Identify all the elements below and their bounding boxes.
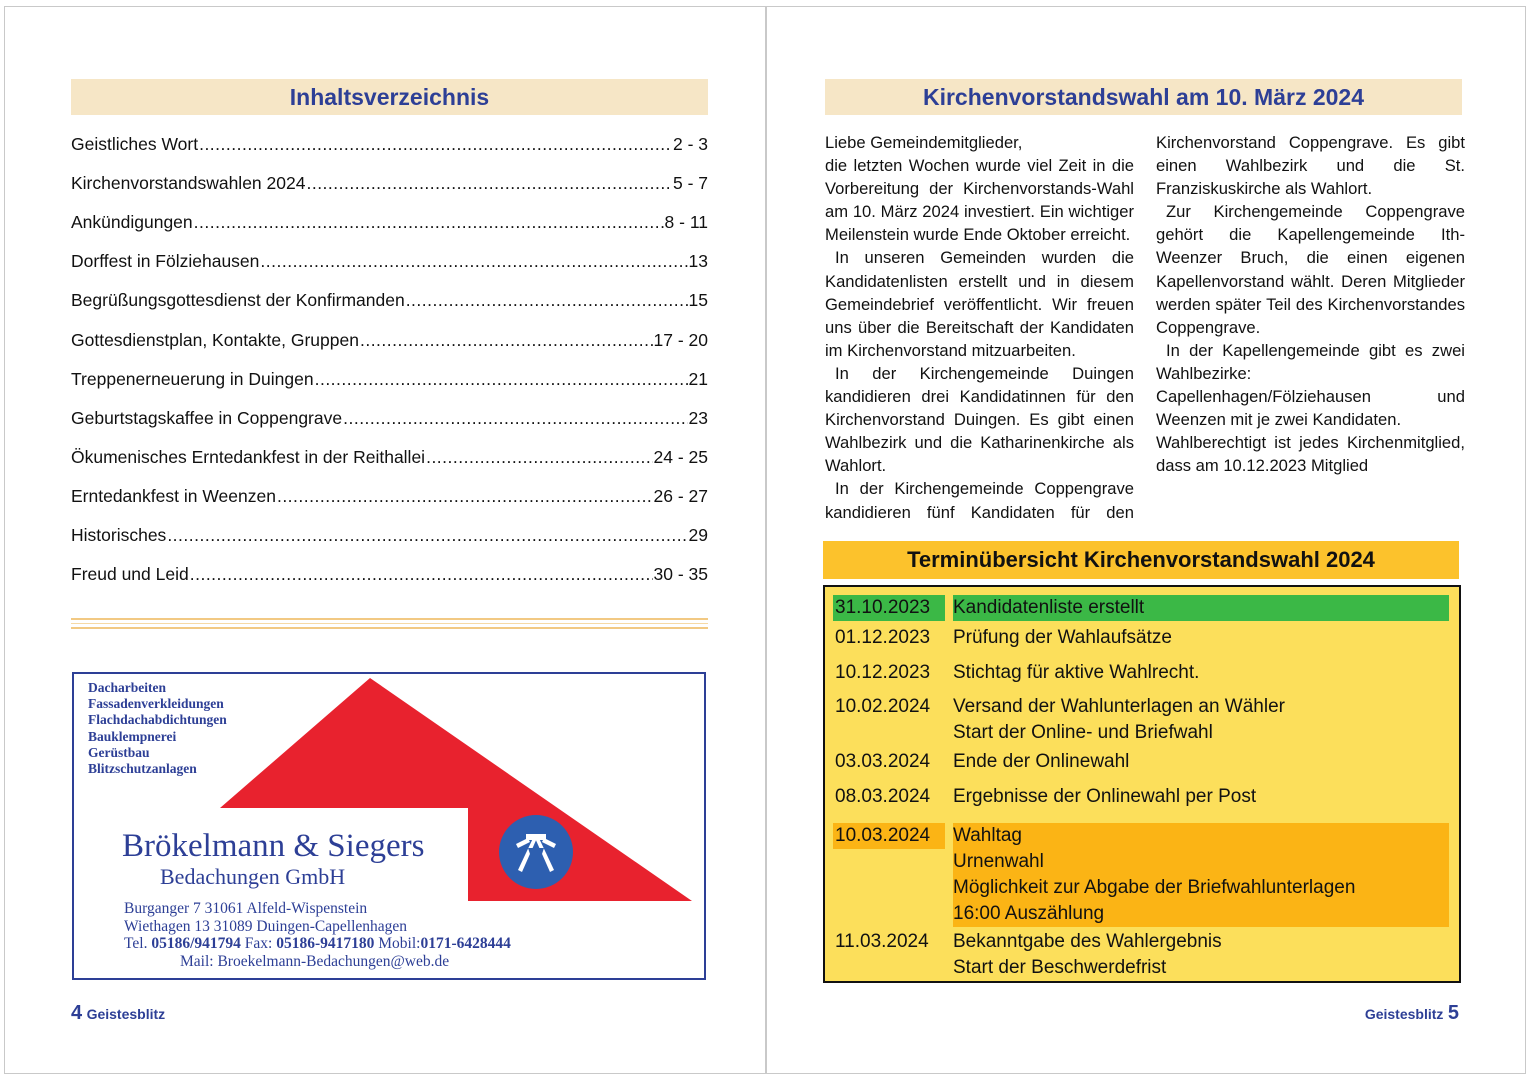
ad-fax[interactable]: 05186-9417180 (276, 935, 375, 952)
ad-service: Gerüstbau (88, 744, 150, 760)
left-page (4, 6, 766, 1074)
schedule-line: Versand der Wahlunterlagen an Wähler (953, 696, 1285, 717)
toc-entry[interactable] (71, 164, 708, 203)
ad-service: Dacharbeiten (88, 680, 166, 695)
toc-entry-title: Freud und Leid (71, 564, 189, 585)
schedule-date: 31.10.2023 (833, 595, 945, 621)
ad-company-name: Brökelmann & Siegers (122, 828, 425, 864)
schedule-line: Möglichkeit zur Abgabe der Briefwahlunterlagen (953, 877, 1356, 898)
ad-tel-label: Tel. (124, 935, 152, 952)
page-footer-right (1365, 1002, 1459, 1025)
schedule-description (953, 660, 1449, 686)
toc-entry[interactable] (71, 399, 708, 438)
article-paragraph: In der Kapellengemeinde gibt es zwei Wahlbezirke: (1156, 340, 1465, 383)
schedule-title: Terminübersicht Kirchenvorstandswahl 2024 (907, 547, 1375, 572)
article-body (825, 131, 1465, 529)
toc-header (71, 79, 708, 115)
toc-entry[interactable] (71, 477, 708, 516)
schedule-date: 10.12.2023 (835, 662, 931, 683)
article-paragraph: Wahlberechtigt ist jedes Kirchenmitglied, dass am 10.12.2023 Mitglied (1156, 433, 1465, 476)
article-paragraph: Capellenhagen/Fölziehausen und Weenzen mit je zwei Kandidaten. (1156, 387, 1465, 430)
toc-dot-leader (306, 173, 672, 194)
toc-entry-pages: 21 (688, 368, 708, 389)
divider (71, 618, 708, 620)
page-number: 4 (71, 1002, 83, 1024)
article-paragraph: die letzten Wochen wurde viel Zeit in die Vorbereitung der Kirchenvorstands-Wahl am 10. März 2024 investiert. Ein wichtiger Meilenstein wurde Ende Oktober erreicht. (825, 156, 1134, 245)
toc-entry-pages: 23 (688, 407, 708, 428)
page-footer-left (71, 1002, 165, 1025)
schedule-description (953, 929, 1449, 981)
right-page (766, 6, 1526, 1074)
toc-entry[interactable] (71, 125, 708, 164)
divider (71, 627, 708, 629)
magazine-name: Geistesblitz (1364, 1006, 1444, 1022)
schedule-box (823, 585, 1461, 983)
article-paragraph: In der Kirchengemeinde Duingen kandidieren drei Kandidatinnen für den Kirchenvorstand Duingen. Es gibt einen Wahlbezirk und die Katharinenkirche als Wahlort. (825, 363, 1134, 476)
schedule-line: Ende der Onlinewahl (953, 751, 1130, 772)
roofer-guild-logo-icon (498, 814, 574, 890)
toc-entry-title: Ökumenisches Erntedankfest in der Reithallei (71, 446, 426, 467)
schedule-description (953, 625, 1449, 651)
toc-dot-leader (167, 525, 687, 546)
toc-entry-pages: 2 - 3 (672, 134, 708, 155)
toc-entry[interactable] (71, 320, 708, 359)
ad-contact-block (124, 900, 511, 970)
schedule-date: 01.12.2023 (835, 627, 931, 648)
schedule-date: 10.03.2024 (833, 823, 945, 849)
toc-entry-title: Ankündigungen (71, 212, 193, 233)
toc-dot-leader (260, 251, 687, 272)
toc-dot-leader (315, 369, 688, 390)
ad-service: Bauklempnerei (88, 728, 177, 744)
article-paragraph: Liebe Gemeindemitglieder, (825, 133, 1023, 152)
decorative-rules (71, 618, 708, 632)
ad-service: Blitzschutzanlagen (88, 761, 197, 777)
schedule-date: 08.03.2024 (835, 786, 931, 807)
toc-dot-leader (190, 564, 653, 585)
schedule-description (953, 823, 1449, 927)
toc-entry-pages: 8 - 11 (664, 212, 708, 233)
toc-dot-leader (199, 134, 672, 155)
schedule-description (953, 784, 1449, 810)
toc-dot-leader (194, 212, 664, 233)
toc-entry-pages: 5 - 7 (672, 173, 708, 194)
schedule-line: Start der Beschwerdefrist (953, 957, 1167, 978)
article-paragraph: In der Kirchengemeinde Coppengrave kandidieren fünf Kandidaten für den Kirchenvorstand Coppengrave. Es gibt einen Wahlbezirk und die St. Franziskuskirche als Wahlort. (825, 133, 1465, 522)
schedule-line: Bekanntgabe des Wahlergebnis (953, 931, 1222, 952)
toc-entry-pages: 15 (688, 290, 708, 311)
toc-list (71, 125, 708, 594)
ad-company-subtitle: Bedachungen GmbH (160, 864, 346, 889)
toc-entry[interactable] (71, 438, 708, 477)
toc-entry-pages: 13 (688, 251, 708, 272)
schedule-line: Urnenwahl (953, 851, 1044, 872)
schedule-line: 16:00 Auszählung (953, 903, 1105, 924)
toc-entry-title: Kirchenvorstandswahlen 2024 (71, 173, 306, 194)
toc-entry-title: Begrüßungsgottesdienst der Konfirmanden (71, 290, 405, 311)
article-paragraph: Zur Kirchengemeinde Coppengrave gehört die Kapellengemeinde Ith-Weenzer Bruch, die einen eigenen Kapellenvorstand wählt. Deren Mitglieder werden später Teil des Kirchenvorstandes Coppengrave. (1156, 202, 1465, 337)
toc-entry[interactable] (71, 281, 708, 320)
toc-dot-leader (343, 408, 687, 429)
advertisement[interactable] (72, 672, 706, 980)
toc-entry-title: Geistliches Wort (71, 134, 199, 155)
ad-phone-line (124, 935, 511, 953)
schedule-line: Stichtag für aktive Wahlrecht. (953, 662, 1200, 683)
toc-title: Inhaltsverzeichnis (289, 83, 490, 110)
article-title: Kirchenvorstandswahl am 10. März 2024 (922, 83, 1365, 110)
toc-entry-title: Dorffest in Fölziehausen (71, 251, 260, 272)
toc-dot-leader (426, 447, 652, 468)
schedule-line: Kandidatenliste erstellt (953, 597, 1145, 618)
toc-entry-pages: 24 - 25 (653, 446, 708, 467)
toc-dot-leader (360, 330, 653, 351)
schedule-header (823, 541, 1459, 579)
schedule-description (953, 749, 1449, 775)
toc-dot-leader (277, 486, 653, 507)
toc-entry-title: Erntedankfest in Weenzen (71, 485, 276, 506)
toc-entry-title: Historisches (71, 524, 167, 545)
toc-entry-title: Gottesdienstplan, Kontakte, Gruppen (71, 329, 359, 350)
toc-dot-leader (406, 290, 688, 311)
ad-address-line: Wiethagen 13 31089 Duingen-Capellenhagen (124, 917, 408, 935)
toc-entry-title: Treppenerneuerung in Duingen (71, 368, 314, 389)
toc-entry-pages: 26 - 27 (653, 485, 708, 506)
toc-entry[interactable] (71, 516, 708, 555)
ad-services-list (88, 680, 227, 777)
toc-entry[interactable] (71, 203, 708, 242)
toc-entry-pages: 29 (688, 524, 708, 545)
schedule-date: 10.02.2024 (835, 696, 931, 717)
article-paragraph: In unseren Gemeinden wurden die Kandidatenlisten erstellt und in diesem Gemeindebrief veröffentlicht. Wir freuen uns über die Bereitschaft der Kandidaten im Kirchenvorstand mitzuarbeiten. (825, 248, 1134, 360)
schedule-line: Wahltag (953, 825, 1022, 846)
toc-entry[interactable] (71, 242, 708, 281)
schedule-line: Prüfung der Wahlaufsätze (953, 627, 1172, 648)
ad-address-line: Burganger 7 31061 Alfeld-Wispenstein (124, 900, 368, 917)
ad-tel[interactable]: 05186/941794 (151, 935, 241, 952)
ad-mobil[interactable]: 0171-6428444 (420, 935, 511, 952)
ad-mail[interactable]: Mail: Broekelmann-Bedachungen@web.de (180, 952, 450, 970)
schedule-date: 03.03.2024 (835, 751, 931, 772)
ad-fax-label: Fax: (240, 935, 277, 952)
toc-entry[interactable] (71, 360, 708, 399)
ad-service: Fassadenverkleidungen (88, 696, 224, 712)
toc-entry-pages: 30 - 35 (653, 564, 708, 585)
toc-entry[interactable] (71, 555, 708, 594)
ad-mobil-label: Mobil: (374, 935, 421, 952)
schedule-description (953, 595, 1449, 621)
magazine-name: Geistesblitz (86, 1006, 166, 1022)
article-header (825, 79, 1462, 115)
schedule-line: Start der Online- und Briefwahl (953, 722, 1213, 743)
schedule-line: Ergebnisse der Onlinewahl per Post (953, 786, 1257, 807)
schedule-description (953, 694, 1449, 746)
toc-entry-pages: 17 - 20 (653, 329, 708, 350)
toc-entry-title: Geburtstagskaffee in Coppengrave (71, 407, 343, 428)
schedule-date: 11.03.2024 (835, 931, 929, 952)
divider (71, 623, 708, 624)
page-number: 5 (1447, 1002, 1459, 1024)
ad-service: Flachdachabdichtungen (88, 712, 227, 728)
